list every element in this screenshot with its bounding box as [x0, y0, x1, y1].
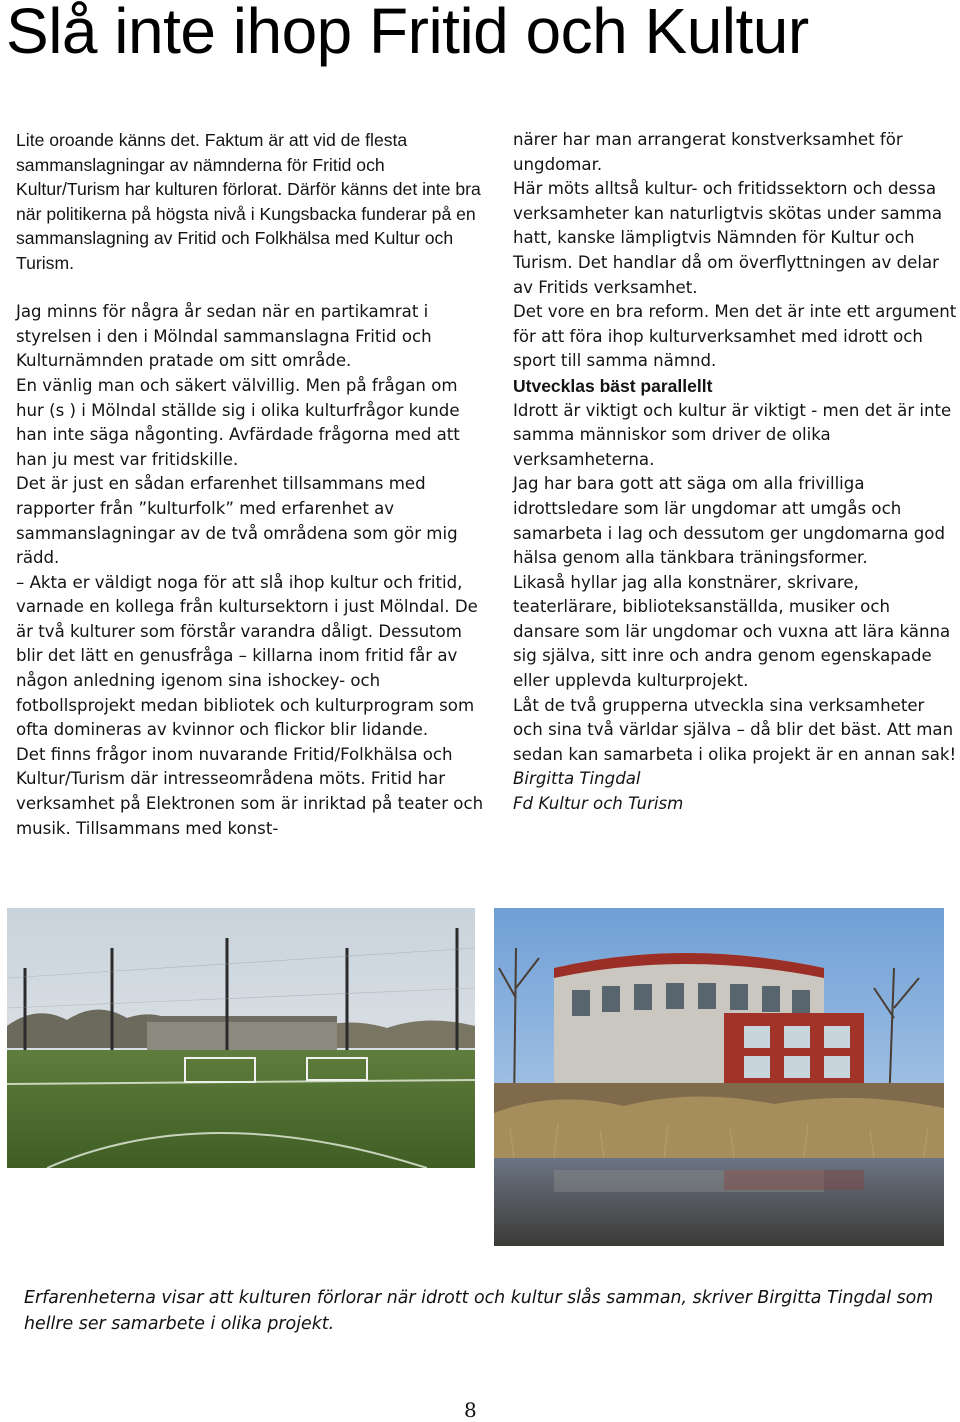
- body-paragraph: Det finns frågor inom nuvarande Fritid/Folkhälsa och Kultur/Turism där intresseområdena möts. Fritid har verksamhet på Elektronen som är inriktad på teater och musik. Tillsammans med konst-: [16, 744, 484, 838]
- body-paragraph: Jag har bara gott att säga om alla frivilliga idrottsledare som lär ungdomar att umgås och samarbeta i lag och dessutom ger ungdomarna god hälsa genom alla tänkbara träningsformer.: [513, 474, 945, 568]
- body-paragraph: – Akta er väldigt noga för att slå ihop kultur och fritid, varnade en kollega från kultursektorn i just Mölndal. De är två kulturer som förstår varandra dåligt. Dessutom blir det lätt en genusfråga – killarna inom fritid får av någon anledning igenom sina ishockey- och fotbollsprojekt medan bibliotek och kulturprogram som ofta domineras av kvinnor och flickor blir lidande.: [16, 572, 478, 740]
- body-paragraph: Jag minns för några år sedan när en partikamrat i styrelsen i den i Mölndal sammanslagna Fritid och Kulturnämnden pratade om sitt område.: [16, 302, 432, 371]
- body-paragraph: En vänlig man och säkert välvillig. Men på frågan om hur (s ) i Mölndal ställde sig i olika kulturfrågor kunde han inte säga någonting. Avfärdade frågorna med att han ju mest var fritidskille.: [16, 375, 460, 469]
- signature-title: Fd Kultur och Turism: [513, 794, 684, 814]
- right-column: [513, 128, 958, 817]
- body-paragraph: Låt de två grupperna utveckla sina verksamheter och sina två världar själva – då blir det bäst. Att man sedan kan samarbeta i olika projekt är en annan sak!: [513, 695, 957, 764]
- body-paragraph: Här möts alltså kultur- och fritidssektorn och dessa verksamheter kan naturligtvis skötas under samma hatt, kanske lämpligtvis Nämnden för Kultur och Turism. Det handlar då om överflyttningen av delar av Fritids verksamhet.: [513, 179, 942, 297]
- photo-caption: Erfarenheterna visar att kulturen förlorar när idrott och kultur slås samman, skriver Birgitta Tingdal som hellre ser samarbete i olika projekt.: [24, 1288, 934, 1335]
- subheading: Utvecklas bäst parallellt: [513, 375, 713, 396]
- paragraph-spacer: [16, 276, 486, 301]
- body-paragraph: närer har man arrangerat konstverksamhet för ungdomar.: [513, 130, 903, 174]
- article-title: Slå inte ihop Fritid och Kultur: [6, 0, 809, 67]
- sports-field-photo: [7, 908, 475, 1168]
- building-waterfront-photo: [494, 908, 944, 1246]
- body-paragraph: Likaså hyllar jag alla konstnärer, skrivare, teaterlärare, biblioteksanställda, musiker och dansare som lär ungdomar och vuxna att lära känna sig själva, sitt inre och andra genom egenskapade eller upplevda kulturprojekt.: [513, 572, 951, 691]
- signature-name: Birgitta Tingdal: [513, 769, 641, 789]
- page-number: 8: [464, 1398, 477, 1422]
- body-paragraph: Idrott är viktigt och kultur är viktigt - men det är inte samma människor som driver de olika verksamheterna.: [513, 400, 952, 469]
- body-paragraph: Det är just en sådan erfarenhet tillsammans med rapporter från ”kulturfolk” med erfarenhet av sammanslagningar av de två områdena som gör mig rädd.: [16, 474, 458, 568]
- lead-paragraph: Lite oroande känns det. Faktum är att vid de flesta sammanslagningar av nämnderna för Fritid och Kultur/Turism har kulturen förlorat. Därför känns det inte bra när politikerna på högsta nivå i Kungsbacka funderar på en sammanslagning av Fritid och Folkhälsa med Kultur och Turism.: [16, 130, 481, 273]
- body-paragraph: Det vore en bra reform. Men det är inte ett argument för att föra ihop kulturverksamhet med idrott och sport till samma nämnd.: [513, 302, 957, 371]
- left-column: [16, 128, 486, 841]
